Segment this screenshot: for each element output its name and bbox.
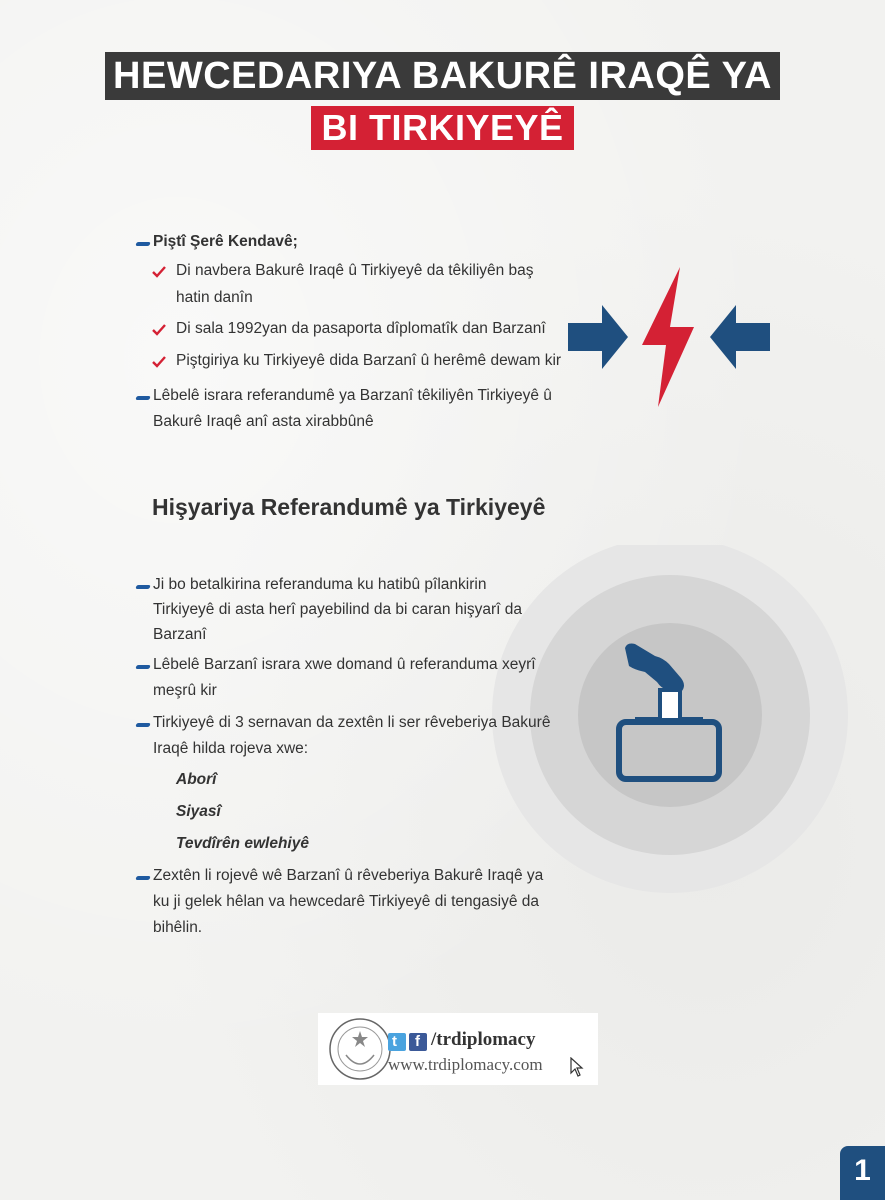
bullet-dash-icon (135, 396, 150, 400)
check-icon (152, 265, 166, 279)
page-number: 1 (840, 1146, 885, 1200)
section1-header: Piştî Şerê Kendavê; (153, 233, 298, 250)
section2-heading: Hişyariya Referandumê ya Tirkiyeyê (152, 494, 546, 520)
sub-item-politics: Siyasî (176, 803, 221, 820)
check-icon (152, 355, 166, 369)
s2-b4-line-1: Zextên li rojevê wê Barzanî û rêveberiya Bakurê Iraqê ya (153, 867, 544, 884)
s2-b3-line-1: Tirkiyeyê di 3 sernavan da zextên li ser rêveberiya Bakurê (153, 714, 551, 731)
s2-b1-line-3: Barzanî (153, 626, 207, 643)
check-item-2: Di sala 1992yan da pasaporta dîplomatîk dan Barzanî (176, 320, 546, 337)
section1-bullet-line-2: Bakurê Iraqê anî asta xirabbûnê (153, 413, 374, 430)
trdiplomacy-seal-logo (328, 1017, 392, 1081)
sub-item-economy: Aborî (176, 771, 217, 788)
conflict-arrows-lightning-icon (566, 265, 772, 410)
bullet-dash-icon (135, 876, 150, 880)
bullet-dash-icon (135, 665, 150, 669)
check-item-3: Piştgiriya ku Tirkiyeyê dida Barzanî û herêmê dewam kir (176, 352, 562, 369)
check-icon (152, 323, 166, 337)
title-line-2: BI TIRKIYEYÊ (311, 106, 573, 150)
check-item-1-line-2: hatin danîn (176, 289, 253, 306)
cursor-icon (570, 1057, 584, 1077)
ballot-box-icon (605, 640, 725, 785)
section1-bullet-line-1: Lêbelê israra referandumê ya Barzanî têkiliyên Tirkiyeyê û (153, 387, 552, 404)
check-item-1-line-1: Di navbera Bakurê Iraqê û Tirkiyeyê da têkiliyên baş (176, 262, 534, 279)
footer-badge (318, 1013, 598, 1085)
s2-b1-line-2: Tirkiyeyê di asta herî payebilind da bi caran hişyarî da (153, 601, 523, 618)
sub-item-security: Tevdîrên ewlehiyê (176, 835, 309, 852)
social-handle[interactable]: /trdiplomacy (431, 1029, 536, 1050)
bullet-dash-icon (135, 585, 150, 589)
s2-b3-line-2: Iraqê hilda rojeva xwe: (153, 740, 309, 757)
bullet-dash-icon (135, 723, 150, 727)
website-link[interactable]: www.trdiplomacy.com (388, 1055, 543, 1074)
twitter-icon[interactable]: t (388, 1033, 406, 1051)
title-line-1: HEWCEDARIYA BAKURÊ IRAQÊ YA (105, 52, 780, 100)
s2-b4-line-2: ku ji gelek hêlan va hewcedarê Tirkiyeyê di tengasiyê da (153, 893, 540, 910)
page-title (0, 52, 885, 150)
s2-b2-line-1: Lêbelê Barzanî israra xwe domand û referanduma xeyrî (153, 656, 536, 673)
s2-b4-line-3: bihêlin. (153, 919, 203, 936)
bullet-dash-icon (135, 242, 150, 246)
s2-b2-line-2: meşrû kir (153, 682, 217, 699)
facebook-icon[interactable]: f (409, 1033, 427, 1051)
s2-b1-line-1: Ji bo betalkirina referanduma ku hatibû pîlankirin (153, 576, 487, 593)
